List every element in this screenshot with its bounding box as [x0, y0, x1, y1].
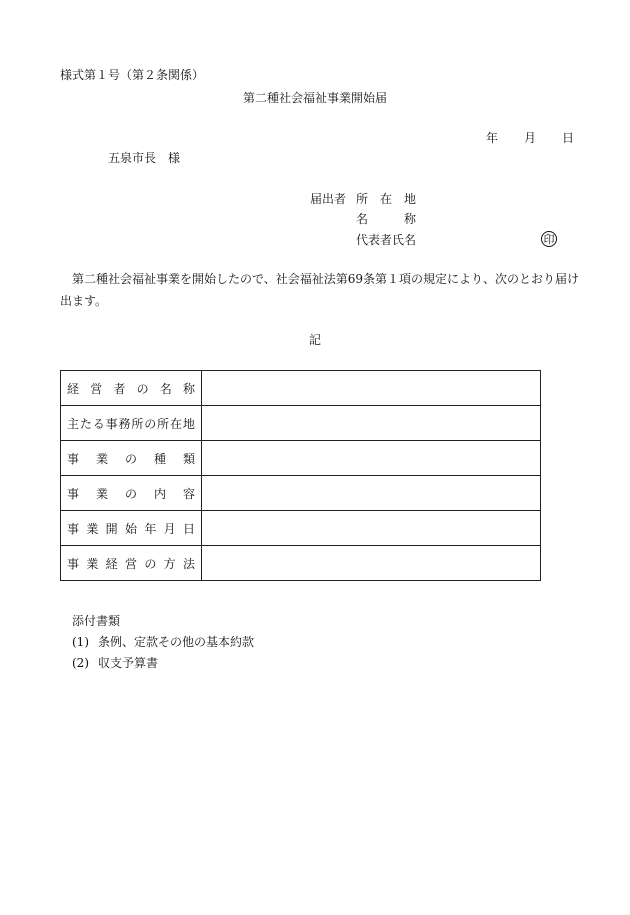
table-label-char: 所: [157, 416, 170, 431]
table-label-char: 事: [67, 486, 80, 501]
table-label-char: 経: [105, 556, 118, 571]
table-label-char: 営: [90, 381, 103, 396]
body-text: 第二種社会福祉事業を開始したので、社会福祉法第69条第１項の規定により、次のとおり届け出ます。: [60, 272, 580, 308]
table-label-char: の: [144, 556, 157, 571]
table-value-cell[interactable]: [202, 511, 541, 546]
table-label-char: 営: [124, 556, 137, 571]
table-label-cell: [61, 441, 202, 476]
table-label-char: 所: [131, 416, 144, 431]
table-label-char: 業: [86, 556, 99, 571]
table-label-char: 業: [86, 521, 99, 536]
table-row: [61, 371, 541, 406]
table-value-cell[interactable]: [202, 406, 541, 441]
attachment-number: (2): [72, 656, 89, 670]
table-label-char: 事: [67, 556, 80, 571]
date-month-label: 月: [524, 131, 537, 145]
table-label-char: る: [92, 416, 105, 431]
table-label-char: 地: [182, 416, 195, 431]
table-label-char: 経: [67, 381, 80, 396]
table-label-char: 者: [113, 381, 126, 396]
table-label-char: の: [136, 381, 149, 396]
form-number: 様式第１号（第２条関係）: [60, 68, 205, 82]
date-year-label: 年: [486, 131, 499, 145]
table-row: [61, 476, 541, 511]
applicant-address-label: 所 在 地: [356, 192, 417, 206]
table-label-char: 種: [153, 451, 166, 466]
table-label-cell: [61, 371, 202, 406]
table-label: [67, 415, 195, 432]
seal-mark: 印: [541, 231, 557, 247]
attachment-text: 収支予算書: [98, 656, 159, 670]
record-table-body: [61, 371, 541, 581]
attachments-title: 添付書類: [72, 614, 121, 628]
table-label-cell: [61, 511, 202, 546]
date-line: [486, 131, 574, 145]
table-label-char: 業: [95, 451, 108, 466]
table-label-cell: [61, 406, 202, 441]
table-row: [61, 546, 541, 581]
table-label-char: 内: [153, 486, 166, 501]
date-day-label: 日: [562, 131, 575, 145]
table-label-char: 方: [163, 556, 176, 571]
applicant-label: 届出者: [310, 192, 347, 206]
applicant-name-label: 名 称: [356, 212, 417, 226]
table-label-char: 業: [95, 486, 108, 501]
attachment-text: 条例、定款その他の基本約款: [98, 635, 255, 649]
table-label-char: 開: [105, 521, 118, 536]
table-label-cell: [61, 476, 202, 511]
table-value-cell[interactable]: [202, 371, 541, 406]
table-label-char: 始: [124, 521, 137, 536]
table-label-char: 法: [182, 556, 195, 571]
table-row: [61, 406, 541, 441]
ki-label: 記: [308, 333, 321, 347]
table-label-cell: [61, 546, 202, 581]
table-label-char: た: [79, 416, 92, 431]
table-label: [67, 485, 195, 502]
table-label: [67, 450, 195, 467]
table-label: [67, 380, 195, 397]
table-label-char: 容: [182, 486, 195, 501]
table-label-char: 名: [159, 381, 172, 396]
addressee: 五泉市長 様: [108, 151, 181, 165]
attachment-item: [72, 656, 158, 670]
table-value-cell[interactable]: [202, 546, 541, 581]
table-value-cell[interactable]: [202, 476, 541, 511]
table-label-char: 在: [170, 416, 183, 431]
attachment-item: [72, 635, 254, 649]
table-label-char: の: [124, 451, 137, 466]
table-label-char: 年: [144, 521, 157, 536]
table-label-char: 事: [105, 416, 118, 431]
table-label-char: 事: [67, 451, 80, 466]
attachment-number: (1): [72, 635, 89, 649]
representative-name-label: 代表者氏名: [356, 233, 417, 247]
table-label-char: 類: [182, 451, 195, 466]
table-row: [61, 441, 541, 476]
record-table: [60, 370, 541, 581]
table-row: [61, 511, 541, 546]
table-label-char: 日: [182, 521, 195, 536]
table-label: [67, 520, 195, 537]
table-label-char: 務: [118, 416, 131, 431]
table-label-char: 称: [182, 381, 195, 396]
document-title: 第二種社会福祉事業開始届: [242, 91, 387, 105]
table-label-char: 主: [67, 416, 80, 431]
table-label-char: 事: [67, 521, 80, 536]
table-label-char: の: [124, 486, 137, 501]
table-value-cell[interactable]: [202, 441, 541, 476]
table-label: [67, 555, 195, 572]
table-label-char: 月: [163, 521, 176, 536]
table-label-char: の: [144, 416, 157, 431]
